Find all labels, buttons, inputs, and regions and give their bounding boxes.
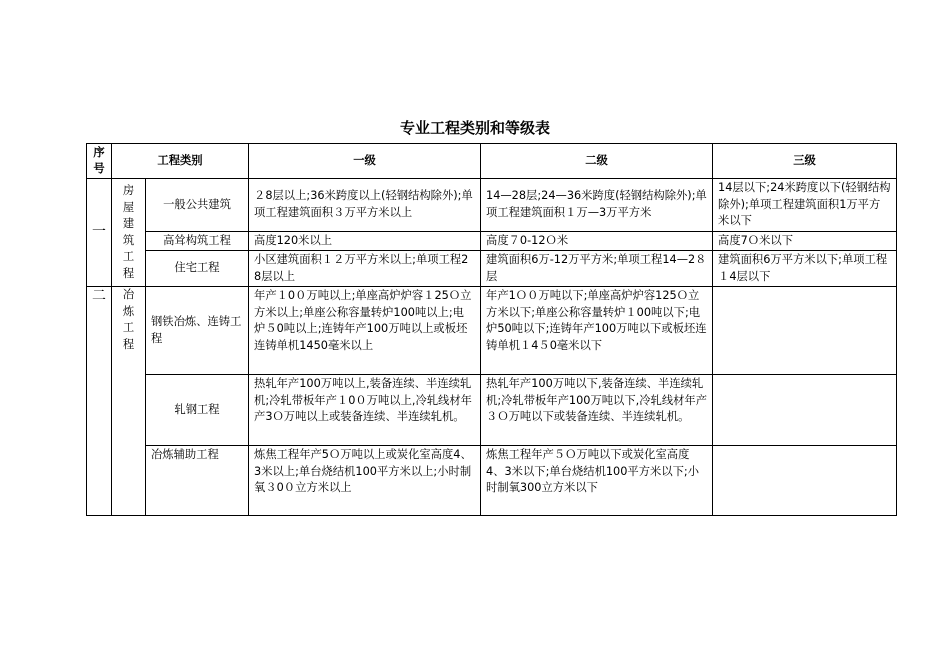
sub-category: 钢铁冶炼、连铸工程 xyxy=(146,287,249,375)
engineering-grade-table xyxy=(86,143,897,516)
level1-cell: 炼焦工程年产5Ｏ万吨以上或炭化室高度4、3米以上;单台烧结机100平方米以上;小时制氧３0０立方米以上 xyxy=(249,446,481,516)
page-title: 专业工程类别和等级表 xyxy=(399,119,550,137)
table-row xyxy=(87,375,897,446)
table-row xyxy=(87,231,897,251)
level2-cell: 建筑面积6万-12万平方米;单项工程14—2８层 xyxy=(481,251,713,287)
section-seq: 一 xyxy=(87,179,112,287)
level3-cell xyxy=(713,446,897,516)
level3-cell xyxy=(713,287,897,375)
level2-cell: 炼焦工程年产５Ｏ万吨以下或炭化室高度4、3米以下;单台烧结机100平方米以下;小时制氧300立方米以下 xyxy=(481,446,713,516)
level1-cell: 高度120米以上 xyxy=(249,231,481,251)
level1-cell: 热轧年产100万吨以上,装备连续、半连续轧机;冷轧带板年产１0０万吨以上,冷轧线材年产3Ｏ万吨以上或装备连续、半连续轧机。 xyxy=(249,375,481,446)
level3-cell: 14层以下;24米跨度以下(轻钢结构除外);单项工程建筑面积1万平方米以下 xyxy=(713,179,897,232)
level3-cell xyxy=(713,375,897,446)
header-level1: 一级 xyxy=(249,144,481,179)
section-seq: 二 xyxy=(87,287,112,516)
level1-cell: 年产１0０万吨以上;单座高炉炉容１25Ｏ立方米以上;单座公称容量转炉100吨以上;电炉５0吨以上;连铸年产100万吨以上或板坯连铸单机1450毫米以上 xyxy=(249,287,481,375)
table-row xyxy=(87,446,897,516)
sub-category: 一般公共建筑 xyxy=(146,179,249,232)
table-row xyxy=(87,251,897,287)
sub-category: 住宅工程 xyxy=(146,251,249,287)
section-group: 房 屋 建 筑 工 程 xyxy=(112,179,146,287)
header-category: 工程类别 xyxy=(112,144,249,179)
header-level3: 三级 xyxy=(713,144,897,179)
header-seq: 序 号 xyxy=(87,144,112,179)
level2-cell: 14—28层;24—36米跨度(轻钢结构除外);单项工程建筑面积１万—3万平方米 xyxy=(481,179,713,232)
level2-cell: 年产1Ｏ０万吨以下;单座高炉炉容125Ｏ立方米以下;单座公称容量转炉１00吨以下;电炉50吨以下;连铸年产100万吨以下或板坯连铸单机１4５0毫米以下 xyxy=(481,287,713,375)
level3-cell: 建筑面积6万平方米以下;单项工程１4层以下 xyxy=(713,251,897,287)
table-header-row xyxy=(87,144,897,179)
table-row xyxy=(87,179,897,232)
level1-cell: 小区建筑面积１２万平方米以上;单项工程28层以上 xyxy=(249,251,481,287)
sub-category: 高耸构筑工程 xyxy=(146,231,249,251)
sub-category: 轧钢工程 xyxy=(146,375,249,446)
level2-cell: 热轧年产100万吨以下,装备连续、半连续轧机;冷轧带板年产100万吨以下,冷轧线材年产３Ｏ万吨以下或装备连续、半连续轧机。 xyxy=(481,375,713,446)
header-level2: 二级 xyxy=(481,144,713,179)
section-group: 冶 炼 工 程 xyxy=(112,287,146,516)
table-row xyxy=(87,287,897,375)
level1-cell: ２8层以上;36米跨度以上(轻钢结构除外);单项工程建筑面积３万平方米以上 xyxy=(249,179,481,232)
level3-cell: 高度7Ｏ米以下 xyxy=(713,231,897,251)
level2-cell: 高度７0-12Ｏ米 xyxy=(481,231,713,251)
sub-category: 冶炼辅助工程 xyxy=(146,446,249,516)
